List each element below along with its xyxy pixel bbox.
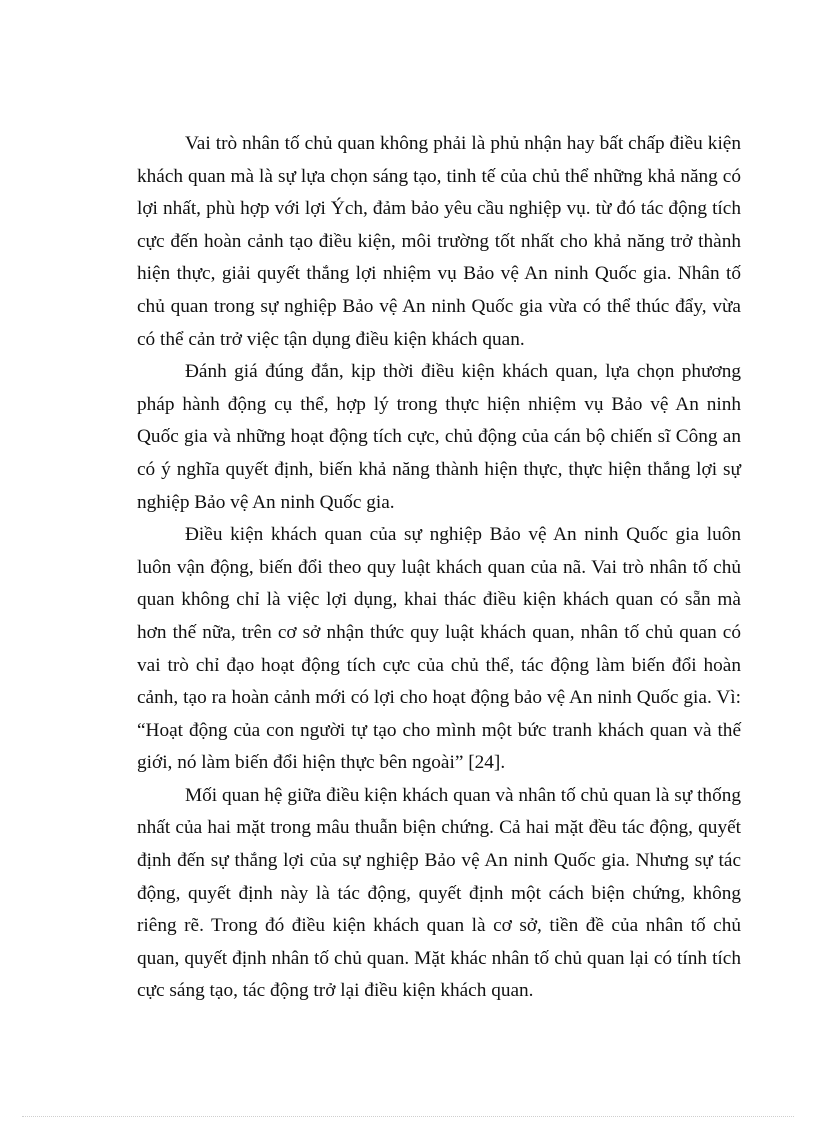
paragraph: Vai trò nhân tố chủ quan không phải là phủ nhận hay bất chấp điều kiện khách quan mà là sự lựa chọn sáng tạo, tinh tế của chủ thể những khả năng có lợi nhất, phù hợp với lợi Ých, đảm bảo yêu cầu nghiệp vụ. từ đó tác động tích cực đến hoàn cảnh tạo điều kiện, môi trường tốt nhất cho khả năng trở thành hiện thực, giải quyết thắng lợi nhiệm vụ Bảo vệ An ninh Quốc gia. Nhân tố chủ quan trong sự nghiệp Bảo vệ An ninh Quốc gia vừa có thể thúc đẩy, vừa có thể cản trở việc tận dụng điều kiện khách quan. — [137, 133, 741, 350]
paragraph: Đánh giá đúng đắn, kịp thời điều kiện khách quan, lựa chọn phương pháp hành động cụ thể, hợp lý trong thực hiện nhiệm vụ Bảo vệ An ninh Quốc gia và những hoạt động tích cực, chủ động của cán bộ chiến sĩ Công an có ý nghĩa quyết định, biến khả năng thành hiện thực, thực hiện thắng lợi sự nghiệp Bảo vệ An ninh Quốc gia. — [137, 361, 741, 513]
page-bottom-divider — [22, 1116, 794, 1117]
paragraph: Điều kiện khách quan của sự nghiệp Bảo vệ An ninh Quốc gia luôn luôn vận động, biến đổi theo quy luật khách quan của nã. Vai trò nhân tố chủ quan không chỉ là việc lợi dụng, khai thác điều kiện khách quan có sẵn mà hơn thế nữa, trên cơ sở nhận thức quy luật khách quan, nhân tố chủ quan có vai trò chỉ đạo hoạt động tích cực của chủ thể, tác động làm biến đổi hoàn cảnh, tạo ra hoàn cảnh mới có lợi cho hoạt động bảo vệ An ninh Quốc gia. Vì: “Hoạt động của con người tự tạo cho mình một bức tranh khách quan và thế giới, nó làm biến đổi hiện thực bên ngoài” [24]. — [137, 524, 741, 774]
paragraph: Mối quan hệ giữa điều kiện khách quan và nhân tố chủ quan là sự thống nhất của hai mặt trong mâu thuẫn biện chứng. Cả hai mặt đều tác động, quyết định đến sự thắng lợi của sự nghiệp Bảo vệ An ninh Quốc gia. Nhưng sự tác động, quyết định này là tác động, quyết định một cách biện chứng, không riêng rẽ. Trong đó điều kiện khách quan là cơ sở, tiền đề của nhân tố chủ quan, quyết định nhân tố chủ quan. Mặt khác nhân tố chủ quan lại có tính tích cực sáng tạo, tác động trở lại điều kiện khách quan. — [137, 784, 741, 1002]
body-text — [137, 128, 741, 1008]
